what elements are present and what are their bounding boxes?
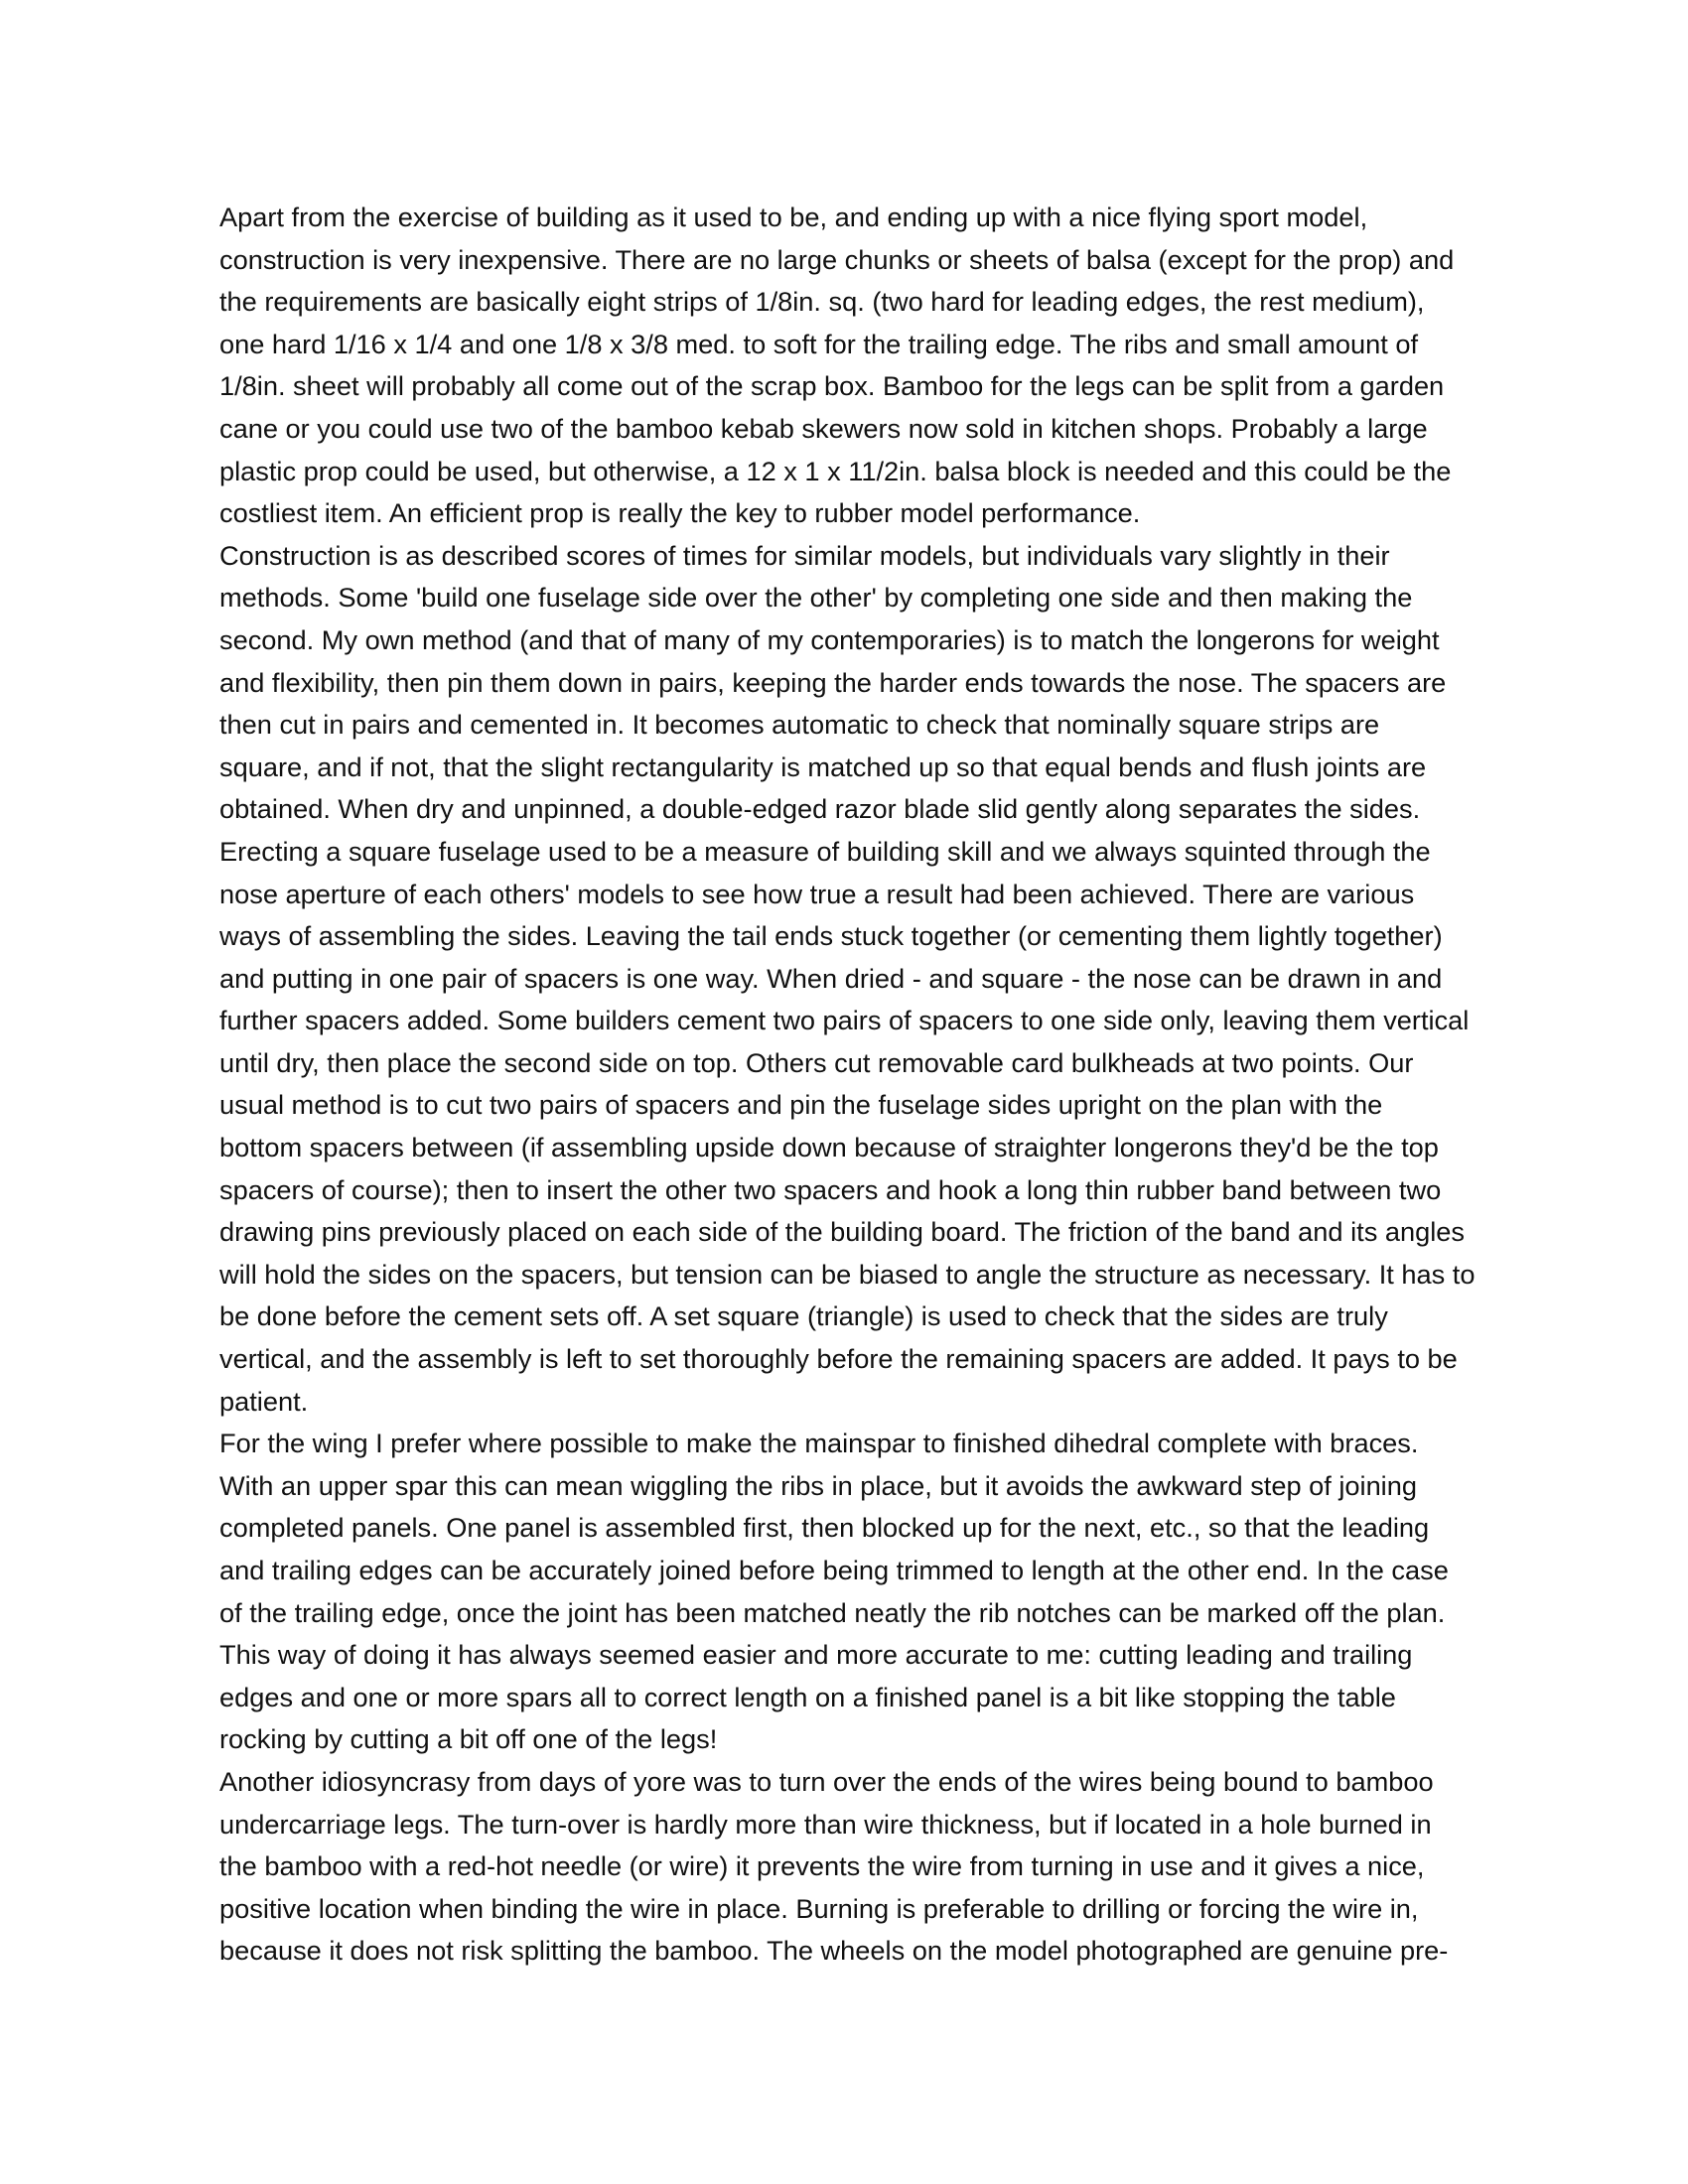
text-line: costliest item. An efficient prop is really the key to rubber model performance.: [219, 497, 1141, 529]
paragraph: [199, 197, 1489, 535]
text-line: This way of doing it has always seemed easier and more accurate to me: cutting leading and trailing: [219, 1639, 1413, 1671]
text-line: 1/8in. sheet will probably all come out of the scrap box. Bamboo for the legs can be split from a garden: [219, 370, 1445, 402]
text-line: undercarriage legs. The turn-over is hardly more than wire thickness, but if located in a hole burned in: [219, 1808, 1432, 1840]
text-line: bottom spacers between (if assembling upside down because of straighter longerons they'd be the top: [219, 1132, 1439, 1163]
text-line: usual method is to cut two pairs of spacers and pin the fuselage sides upright on the plan with the: [219, 1089, 1383, 1121]
text-line: be done before the cement sets off. A set square (triangle) is used to check that the sides are truly: [219, 1300, 1388, 1332]
text-line: cane or you could use two of the bamboo kebab skewers now sold in kitchen shops. Probably a large: [219, 412, 1428, 444]
text-line: the requirements are basically eight strips of 1/8in. sq. (two hard for leading edges, the rest medium),: [219, 286, 1425, 318]
text-line: until dry, then place the second side on top. Others cut removable card bulkheads at two points. Our: [219, 1046, 1414, 1078]
text-line: one hard 1/16 x 1/4 and one 1/8 x 3/8 med. to soft for the trailing edge. The ribs and small amount of: [219, 328, 1419, 359]
text-line: of the trailing edge, once the joint has been matched neatly the rib notches can be marked off the plan.: [219, 1596, 1446, 1628]
text-line: edges and one or more spars all to correct length on a finished panel is a bit like stopping the table: [219, 1681, 1396, 1712]
text-line: spacers of course); then to insert the other two spacers and hook a long thin rubber band between two: [219, 1173, 1442, 1205]
text-line: completed panels. One panel is assembled first, then blocked up for the next, etc., so that the leading: [219, 1512, 1430, 1544]
text-line: plastic prop could be used, but otherwise, a 12 x 1 x 11/2in. balsa block is needed and this could be the: [219, 455, 1452, 486]
text-line: Construction is as described scores of times for similar models, but individuals vary slightly in their: [219, 539, 1390, 571]
text-line: methods. Some 'build one fuselage side over the other' by completing one side and then making the: [219, 582, 1413, 614]
text-line: With an upper spar this can mean wiggling the ribs in place, but it avoids the awkward step of joining: [219, 1469, 1417, 1501]
text-line: nose aperture of each others' models to see how true a result had been achieved. There are various: [219, 878, 1415, 909]
text-line: because it does not risk splitting the bamboo. The wheels on the model photographed are genuine pre-: [219, 1935, 1449, 1967]
text-line: and flexibility, then pin them down in pairs, keeping the harder ends towards the nose. The spacers are: [219, 666, 1447, 698]
body-text: [199, 197, 1489, 1973]
text-line: then cut in pairs and cemented in. It becomes automatic to check that nominally square strips are: [219, 709, 1380, 741]
paragraph: [199, 1423, 1489, 1761]
paragraph: [199, 831, 1489, 1423]
text-line: obtained. When dry and unpinned, a double-edged razor blade slid gently along separates the sides.: [219, 793, 1421, 825]
text-line: ways of assembling the sides. Leaving the tail ends stuck together (or cementing them lightly together): [219, 920, 1443, 952]
text-line: Apart from the exercise of building as it used to be, and ending up with a nice flying sport model,: [219, 202, 1368, 232]
text-line: Another idiosyncrasy from days of yore was to turn over the ends of the wires being bound to bamboo: [219, 1765, 1434, 1797]
text-line: positive location when binding the wire in place. Burning is preferable to drilling or forcing the wire in,: [219, 1892, 1419, 1924]
paragraph: [199, 1761, 1489, 1973]
text-line: and trailing edges can be accurately joined before being trimmed to length at the other end. In the case: [219, 1555, 1449, 1585]
text-line: will hold the sides on the spacers, but tension can be biased to angle the structure as necessary. It has to: [219, 1258, 1476, 1290]
text-line: construction is very inexpensive. There are no large chunks or sheets of balsa (except for the prop) and: [219, 243, 1455, 275]
text-line: square, and if not, that the slight rectangularity is matched up so that equal bends and flush joints are: [219, 751, 1427, 782]
text-line: drawing pins previously placed on each side of the building board. The friction of the band and its angles: [219, 1216, 1465, 1248]
text-line: vertical, and the assembly is left to set thoroughly before the remaining spacers are added. It pays to be: [219, 1343, 1458, 1375]
text-line: and putting in one pair of spacers is one way. When dried - and square - the nose can be drawn in and: [219, 962, 1443, 994]
text-line: rocking by cutting a bit off one of the legs!: [219, 1723, 718, 1755]
paragraph: [199, 535, 1489, 831]
text-line: the bamboo with a red-hot needle (or wire) it prevents the wire from turning in use and it gives a nice,: [219, 1850, 1425, 1882]
text-line: patient.: [219, 1385, 309, 1417]
text-line: further spacers added. Some builders cement two pairs of spacers to one side only, leaving them vertical: [219, 1005, 1470, 1036]
text-line: second. My own method (and that of many of my contemporaries) is to match the longerons for weight: [219, 623, 1440, 655]
text-line: Erecting a square fuselage used to be a measure of building skill and we always squinted through the: [219, 835, 1431, 867]
text-line: For the wing I prefer where possible to make the mainspar to finished dihedral complete with braces.: [219, 1428, 1419, 1459]
